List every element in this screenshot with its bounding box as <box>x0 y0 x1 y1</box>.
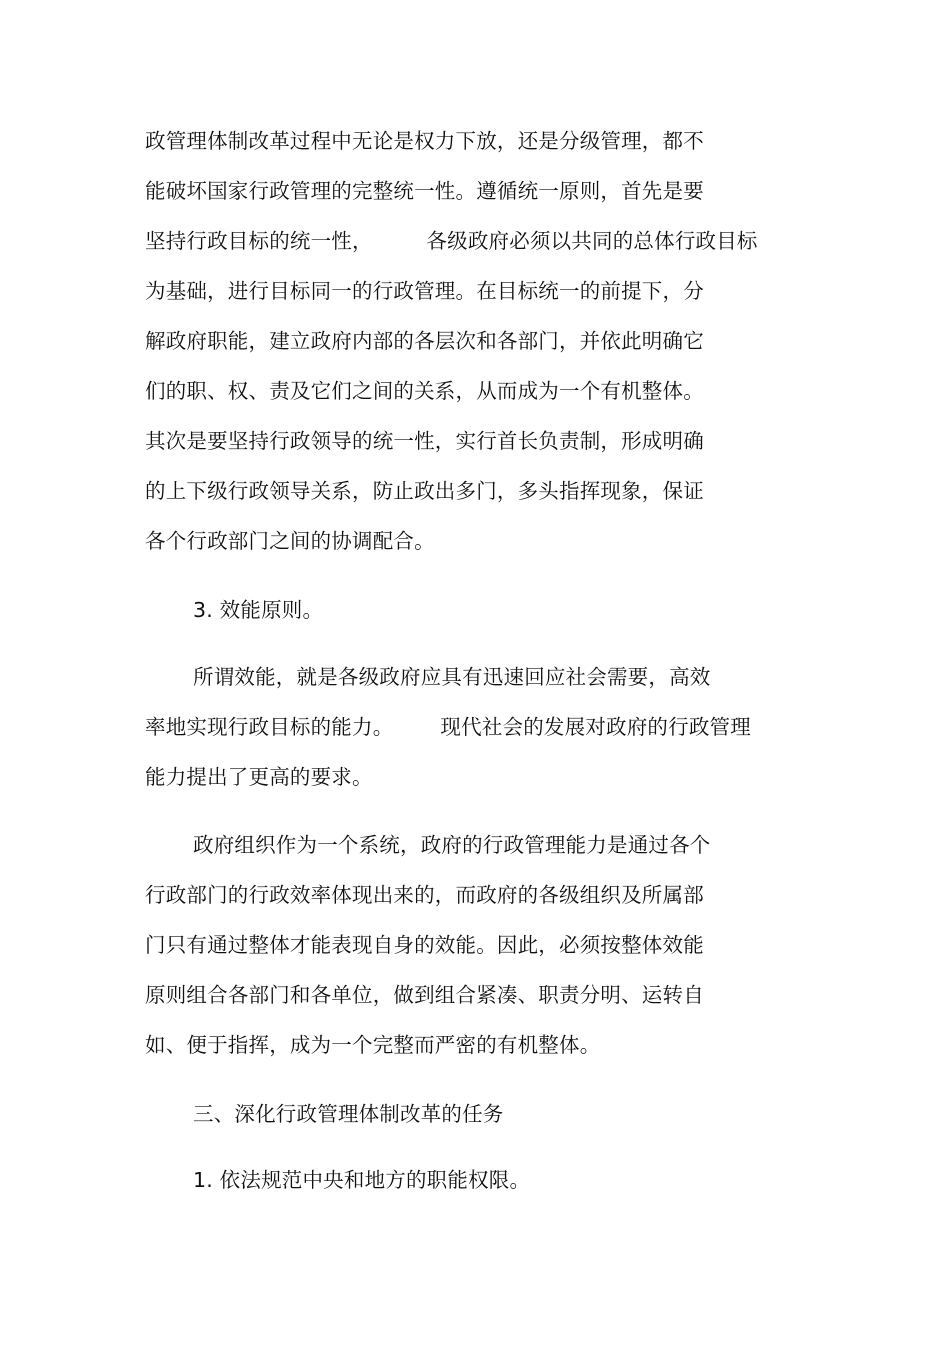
paragraph-1-line-9: 各个行政部门之间的协调配合。 <box>145 529 435 553</box>
paragraph-2-line-3: 能力提出了更高的要求。 <box>145 765 373 789</box>
paragraph-1-line-2: 能破坏国家行政管理的完整统一性。遵循统一原则，首先是要 <box>145 179 704 203</box>
item-1-heading: 1. 依法规范中央和地方的职能权限。 <box>193 1168 531 1192</box>
paragraph-1-line-1: 政管理体制改革过程中无论是权力下放，还是分级管理，都不 <box>145 129 704 153</box>
paragraph-2-line-2: 率地实现行政目标的能力。 现代社会的发展对政府的行政管理 <box>145 715 751 739</box>
paragraph-1-line-3: 坚持行政目标的统一性， 各级政府必须以共同的总体行政目标 <box>145 229 758 253</box>
paragraph-2-line-1: 所谓效能，就是各级政府应具有迅速回应社会需要，高效 <box>193 665 711 689</box>
heading-efficiency-principle: 3. 效能原则。 <box>193 598 324 622</box>
paragraph-1-line-4: 为基础，进行目标同一的行政管理。在目标统一的前提下，分 <box>145 279 704 303</box>
paragraph-1-line-6: 们的职、权、责及它们之间的关系，从而成为一个有机整体。 <box>145 379 704 403</box>
paragraph-3-line-1: 政府组织作为一个系统，政府的行政管理能力是通过各个 <box>193 833 711 857</box>
paragraph-1-line-7: 其次是要坚持行政领导的统一性，实行首长负责制，形成明确 <box>145 429 704 453</box>
paragraph-3-line-3: 门只有通过整体才能表现自身的效能。因此，必须按整体效能 <box>145 933 704 957</box>
section-3-heading: 三、深化行政管理体制改革的任务 <box>193 1102 504 1126</box>
paragraph-1-line-5: 解政府职能，建立政府内部的各层次和各部门，并依此明确它 <box>145 329 704 353</box>
paragraph-3-line-4: 原则组合各部门和各单位，做到组合紧凑、职责分明、运转自 <box>145 983 704 1007</box>
paragraph-1-line-8: 的上下级行政领导关系，防止政出多门，多头指挥现象，保证 <box>145 479 704 503</box>
paragraph-3-line-2: 行政部门的行政效率体现出来的，而政府的各级组织及所属部 <box>145 883 704 907</box>
paragraph-3-line-5: 如、便于指挥，成为一个完整而严密的有机整体。 <box>145 1033 601 1057</box>
